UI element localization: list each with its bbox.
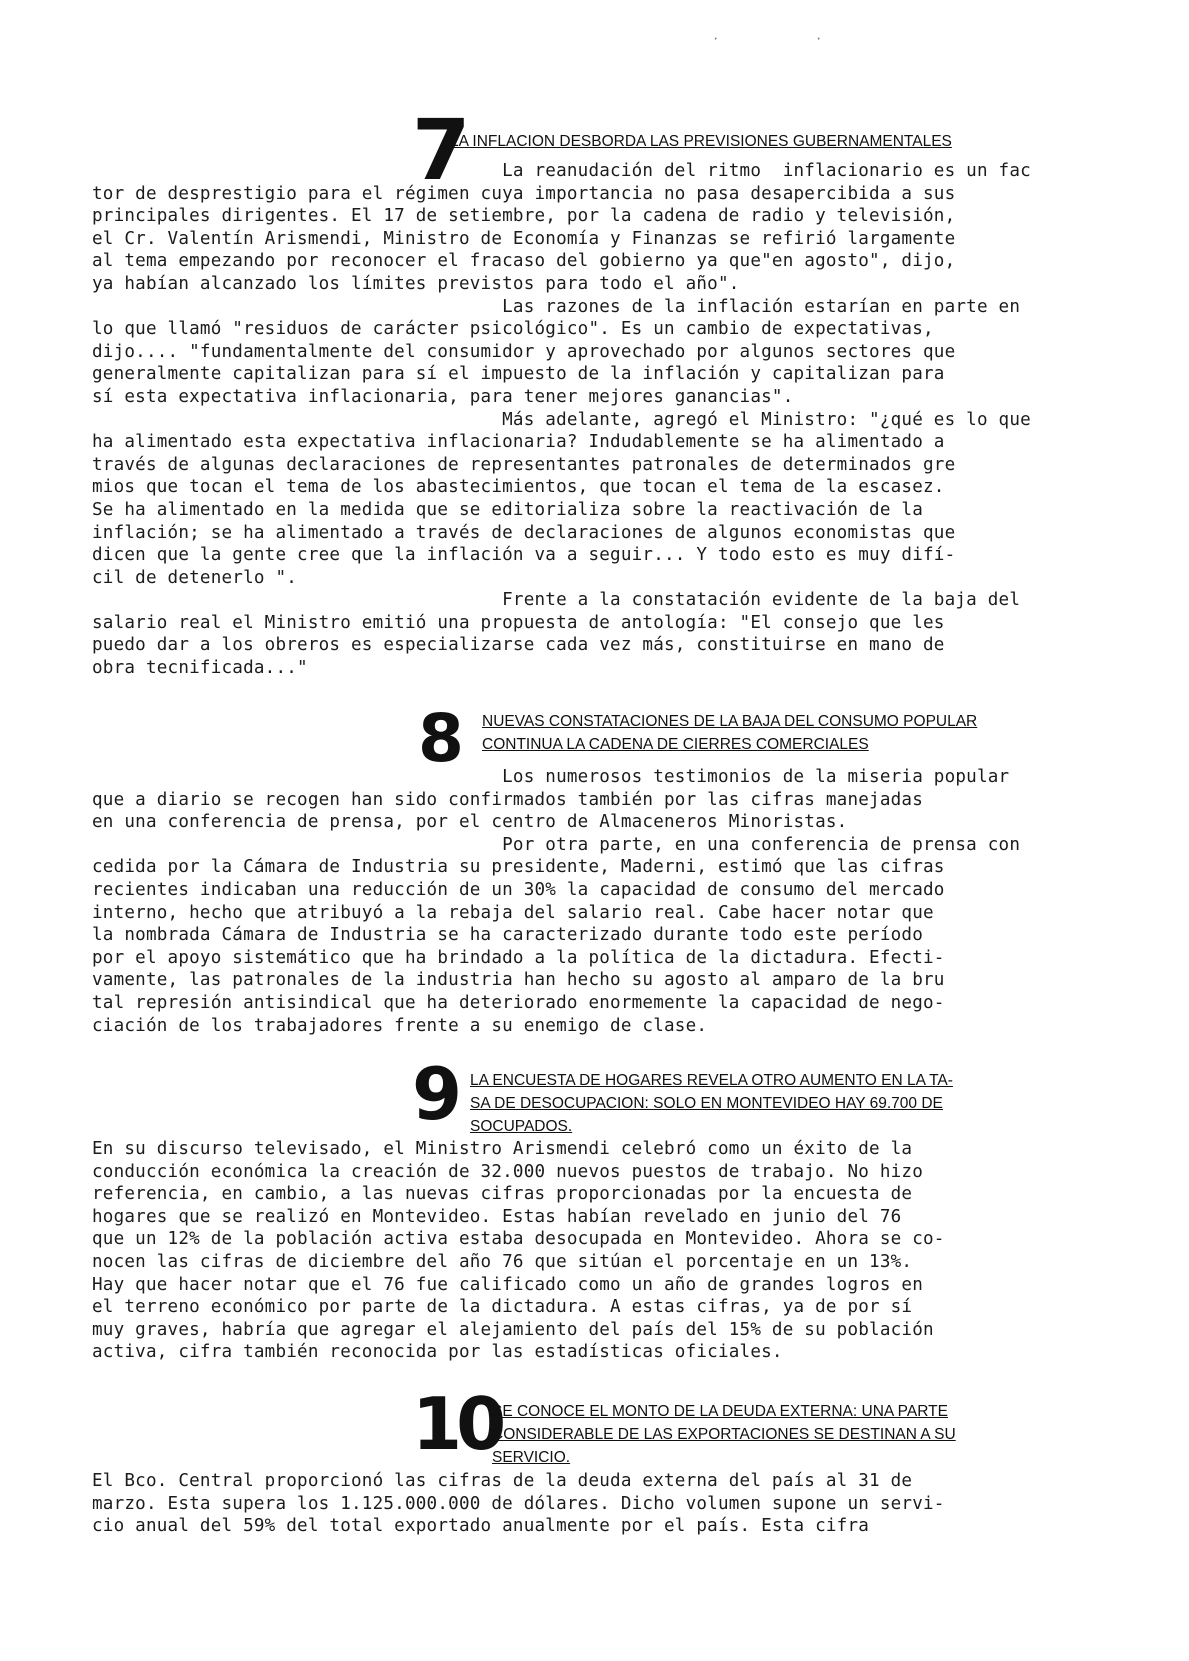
- text-line: nocen las cifras de diciembre del año 76 que sitúan el porcentaje en un 13%.: [92, 1251, 913, 1272]
- text-line: puedo dar a los obreros es especializarse cada vez más, constituirse en mano de: [92, 635, 945, 656]
- text-line: salario real el Ministro emitió una propuesta de antología: "El consejo que les: [92, 612, 945, 633]
- text-line: dicen que la gente cree que la inflación va a seguir... Y todo esto es muy difí-: [92, 545, 956, 566]
- section-title: CONSIDERABLE DE LAS EXPORTACIONES SE DESTINAN A SU: [492, 1426, 956, 1443]
- text-line: principales dirigentes. El 17 de setiembre, por la cadena de radio y televisión,: [92, 206, 956, 227]
- text-line: cil de detenerlo ".: [92, 567, 298, 588]
- text-line: la nombrada Cámara de Industria se ha caracterizado durante todo este período: [92, 925, 924, 946]
- text-line: generalmente capitalizan para sí el impuesto de la inflación y capitalizan para: [92, 364, 945, 385]
- text-line: el Cr. Valentín Arismendi, Ministro de Economía y Finanzas se refirió largamente: [92, 228, 956, 249]
- text-line: ya habían alcanzado los límites previstos para todo el año".: [92, 273, 740, 294]
- text-line: en una conferencia de prensa, por el centro de Almaceneros Minoristas.: [92, 812, 848, 833]
- text-line: lo que llamó "residuos de carácter psicológico". Es un cambio de expectativas,: [92, 319, 934, 340]
- text-line: cio anual del 59% del total exportado anualmente por el país. Esta cifra: [92, 1516, 870, 1537]
- section-title: LA ENCUESTA DE HOGARES REVELA OTRO AUMENTO EN LA TA-: [470, 1072, 953, 1089]
- text-line: vamente, las patronales de la industria han hecho su agosto al amparo de la bru: [92, 970, 945, 991]
- section-9: [92, 1052, 1102, 1364]
- text-line: hogares que se realizó en Montevideo. Estas habían revelado en junio del 76: [92, 1206, 902, 1227]
- text-line: Frente a la constatación evidente de la baja del: [92, 590, 1021, 611]
- text-line: dijo.... "fundamentalmente del consumidor y aprovechado por algunos sectores que: [92, 341, 956, 362]
- section-body: [92, 766, 1102, 1037]
- text-line: interno, hecho que atribuyó a la rebaja del salario real. Cabe hacer notar que: [92, 902, 934, 923]
- section-title: NUEVAS CONSTATACIONES DE LA BAJA DEL CONSUMO POPULAR: [482, 713, 978, 730]
- section-title: SOCUPADOS.: [470, 1118, 573, 1135]
- section-body: [92, 160, 1102, 680]
- text-line: mios que tocan el tema de los abastecimientos, que tocan el tema de la escasez.: [92, 477, 945, 498]
- text-line: que a diario se recogen han sido confirmados también por las cifras manejadas: [92, 789, 924, 810]
- text-line: recientes indicaban una reducción de un 30% la capacidad de consumo del mercado: [92, 879, 945, 900]
- section-number: 7: [412, 101, 465, 199]
- text-line: muy graves, habría que agregar el alejamiento del país del 15% de su población: [92, 1319, 934, 1340]
- text-line: que un 12% de la población activa estaba desocupada en Montevideo. Ahora se co-: [92, 1229, 945, 1250]
- text-line: En su discurso televisado, el Ministro Arismendi celebró como un éxito de la: [92, 1139, 913, 1159]
- text-line: tal represión antisindical que ha deteriorado enormemente la capacidad de nego-: [92, 992, 945, 1013]
- section-title: LA INFLACION DESBORDA LAS PREVISIONES GUBERNAMENTALES: [450, 133, 952, 150]
- text-line: Las razones de la inflación estarían en parte en: [92, 296, 1021, 317]
- text-line: La reanudación del ritmo inflacionario es un fac: [92, 161, 1031, 181]
- text-line: al tema empezando por reconocer el fracaso del gobierno ya que"en agosto", dijo,: [92, 251, 956, 272]
- text-line: Más adelante, agregó el Ministro: "¿qué es lo que: [92, 409, 1031, 430]
- section-title: SE CONOCE EL MONTO DE LA DEUDA EXTERNA: UNA PARTE: [492, 1403, 948, 1420]
- text-line: activa, cifra también reconocida por las estadísticas oficiales.: [92, 1342, 783, 1363]
- text-line: sí esta expectativa inflacionaria, para tener mejores ganancias".: [92, 386, 794, 407]
- section-7: [92, 101, 1102, 680]
- section-10: [92, 1382, 1102, 1538]
- section-8: [92, 700, 1102, 1037]
- text-line: por el apoyo sistemático que ha brindado a la política de la dictadura. Efecti-: [92, 947, 945, 968]
- text-line: ciación de los trabajadores frente a su enemigo de clase.: [92, 1015, 708, 1036]
- section-title: SERVICIO.: [492, 1449, 571, 1466]
- section-number: 9: [412, 1052, 457, 1136]
- section-title: CONTINUA LA CADENA DE CIERRES COMERCIALES: [482, 736, 869, 753]
- text-line: Se ha alimentado en la medida que se editorializa sobre la reactivación de la: [92, 499, 924, 520]
- text-line: Por otra parte, en una conferencia de prensa con: [92, 834, 1021, 855]
- section-title: SA DE DESOCUPACION: SOLO EN MONTEVIDEO HAY 69.700 DE: [470, 1095, 943, 1112]
- section-number: 8: [418, 700, 458, 777]
- text-line: el terreno económico por parte de la dictadura. A estas cifras, ya de por sí: [92, 1297, 913, 1318]
- text-line: inflación; se ha alimentado a través de declaraciones de algunos economistas que: [92, 522, 956, 543]
- section-number: 10: [412, 1382, 501, 1466]
- text-line: tor de desprestigio para el régimen cuya importancia no pasa desapercibida a sus: [92, 183, 956, 204]
- text-line: ha alimentado esta expectativa inflacionaria? Indudablemente se ha alimentado a: [92, 432, 945, 453]
- text-line: marzo. Esta supera los 1.125.000.000 de dólares. Dicho volumen supone un servi-: [92, 1493, 945, 1514]
- text-line: través de algunas declaraciones de representantes patronales de determinados gre: [92, 454, 956, 475]
- scan-mark: ·: [815, 32, 823, 46]
- section-body: [92, 1470, 1102, 1538]
- section-body: [92, 1138, 1102, 1364]
- text-line: Hay que hacer notar que el 76 fue calificado como un año de grandes logros en: [92, 1274, 924, 1295]
- text-line: cedida por la Cámara de Industria su presidente, Maderni, estimó que las cifras: [92, 857, 945, 878]
- text-line: El Bco. Central proporcionó las cifras de la deuda externa del país al 31 de: [92, 1471, 913, 1491]
- scan-mark: ·: [712, 32, 720, 46]
- text-line: conducción económica la creación de 32.000 nuevos puestos de trabajo. No hizo: [92, 1161, 924, 1182]
- text-line: referencia, en cambio, a las nuevas cifras proporcionadas por la encuesta de: [92, 1184, 913, 1205]
- text-line: obra tecnificada...": [92, 658, 308, 679]
- text-line: Los numerosos testimonios de la miseria popular: [92, 767, 1010, 787]
